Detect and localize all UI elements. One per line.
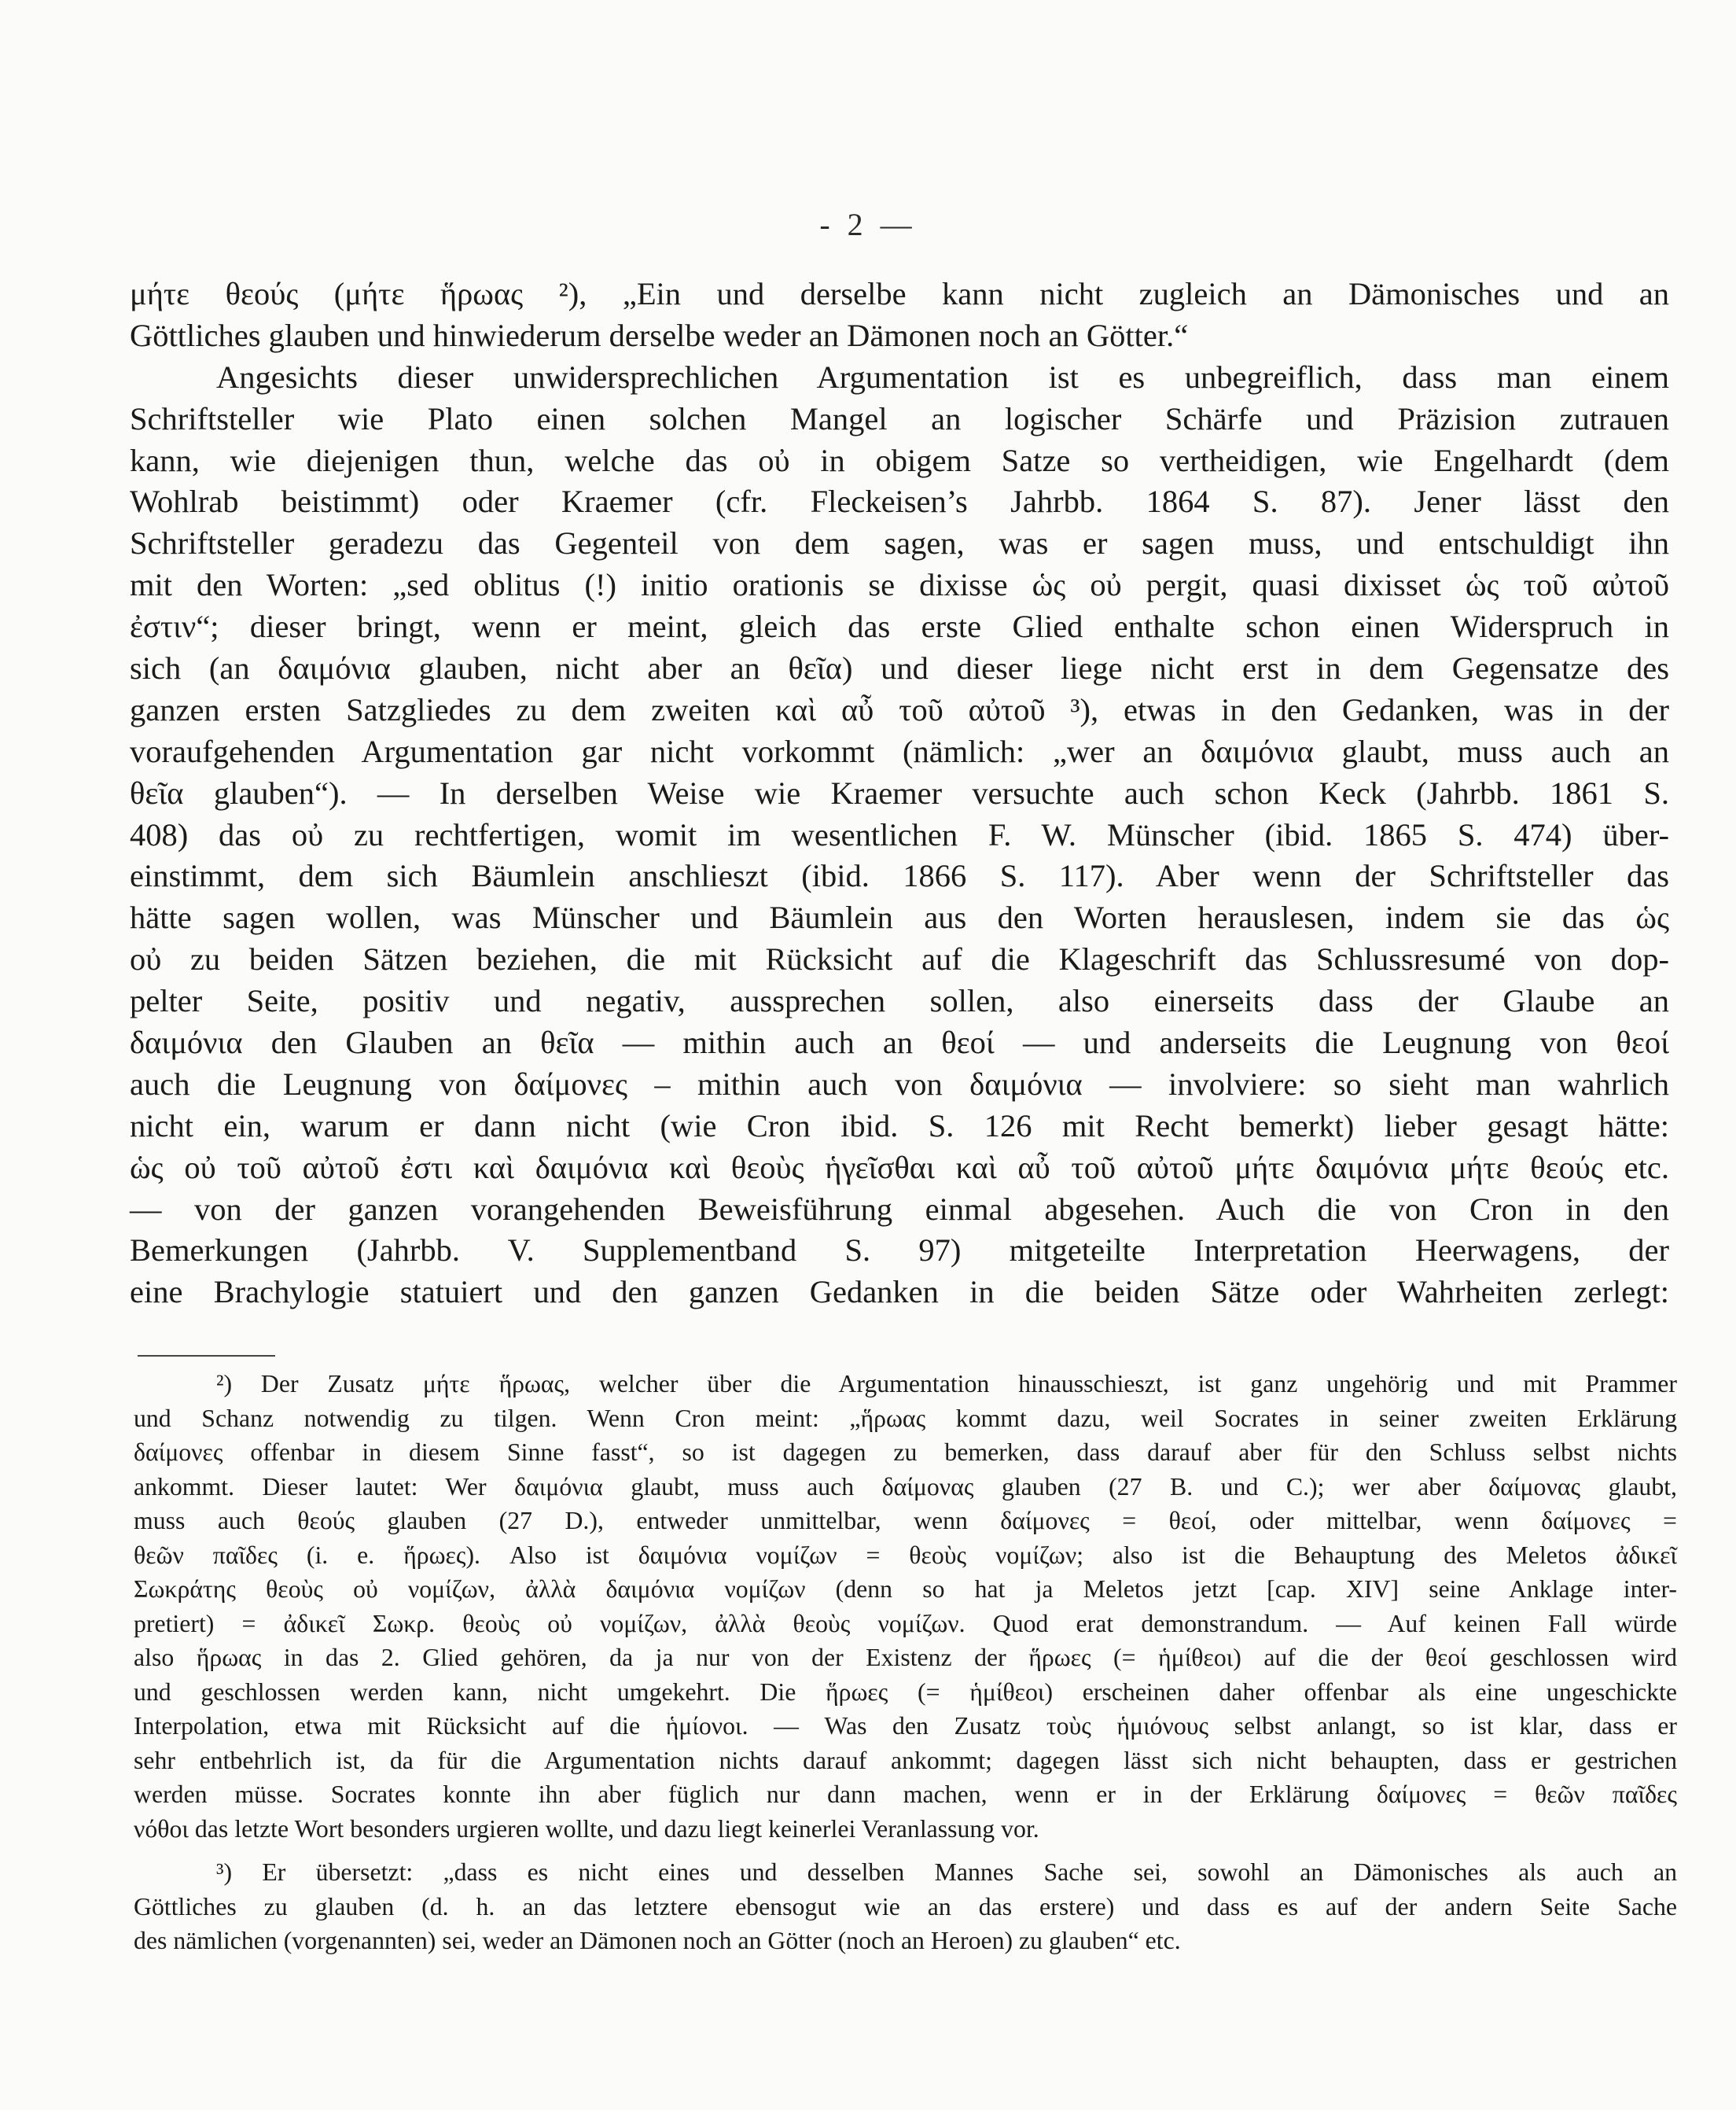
text-line: Schriftsteller wie Plato einen solchen Mangel an logischer Schärfe und Präzision zutrauen — [130, 400, 1669, 436]
text-line: kann, wie diejenigen thun, welche das οὐ in obigem Satze so vertheidigen, wie Engelhardt (dem — [130, 442, 1669, 478]
footnote-line: Göttliches zu glauben (d. h. an das letztere ebensogut wie an das erstere) und dass es auf der andern Seite Sache — [134, 1892, 1677, 1920]
text-line: Bemerkungen (Jahrbb. V. Supplementband S. 97) mitgeteilte Interpretation Heerwagens, der — [130, 1232, 1669, 1269]
footnote-line: δαίμονες offenbar in diesem Sinne fasst“, so ist dagegen zu bemerken, dass darauf aber für den Schluss selbst nichts — [134, 1438, 1677, 1466]
text-line: 408) das οὐ zu rechtfertigen, womit im wesentlichen F. W. Münscher (ibid. 1865 S. 474) über- — [130, 816, 1669, 852]
text-line: voraufgehenden Argumentation gar nicht vorkommt (nämlich: „wer an δαιμόνια glaubt, muss auch an — [130, 733, 1669, 769]
text-line: — von der ganzen vorangehenden Beweisführung einmal abgesehen. Auch die von Cron in den — [130, 1191, 1669, 1227]
footnote-line: sehr entbehrlich ist, da für die Argumentation nichts darauf ankommt; dagegen lässt sich nicht behaupten, dass er gestrichen — [134, 1746, 1677, 1774]
text-line: sich (an δαιμόνια glauben, nicht aber an θεῖα) und dieser liege nicht erst in dem Gegensatze des — [130, 650, 1669, 687]
text-line: μήτε θεούς (μήτε ἥρωας ²), „Ein und derselbe kann nicht zugleich an Dämonisches und an — [130, 276, 1669, 311]
footnote-line: des nämlichen (vorgenannten) sei, weder an Dämonen noch an Götter (noch an Heroen) zu glauben“ etc. — [134, 1927, 1181, 1954]
footnote-line: ³) Er übersetzt: „dass es nicht eines und desselben Mannes Sache sei, sowohl an Dämonisches als auch an — [216, 1858, 1677, 1886]
text-line: auch die Leugnung von δαίμονες – mithin auch von δαιμόνια — involviere: so sieht man wahrlich — [130, 1066, 1669, 1102]
footnote-line: θεῶν παῖδες (i. e. ἥρωες). Also ist δαιμόνια νομίζων = θεοὺς νομίζων; also ist die Behauptung des Meletos ἀδικεῖ — [134, 1541, 1677, 1569]
text-line: nicht ein, warum er dann nicht (wie Cron ibid. S. 126 mit Recht bemerkt) lieber gesagt hätte: — [130, 1107, 1669, 1143]
text-line: ὡς οὐ τοῦ αὐτοῦ ἐστι καὶ δαιμόνια καὶ θεοὺς ἡγεῖσθαι καὶ αὖ τοῦ αὐτοῦ μήτε δαιμόνια μήτε θεούς etc. — [130, 1149, 1669, 1185]
text-line: hätte sagen wollen, was Münscher und Bäumlein aus den Worten herauslesen, indem sie das ὡς — [130, 900, 1669, 936]
footnote-line: Σωκράτης θεοὺς οὐ νομίζων, ἀλλὰ δαιμόνια νομίζων (denn so hat ja Meletos jetzt [cap. XIV] seine Anklage inter- — [134, 1575, 1677, 1603]
footnote-divider — [138, 1355, 275, 1357]
text-line: οὐ zu beiden Sätzen beziehen, die mit Rücksicht auf die Klageschrift das Schlussresumé von dop- — [130, 941, 1669, 978]
text-line: Göttliches glauben und hinwiederum derselbe weder an Dämonen noch an Götter.“ — [130, 317, 1189, 353]
footnote-line: νόθοι das letzte Wort besonders urgieren wollte, und dazu liegt keinerlei Veranlassung vor. — [134, 1814, 1039, 1843]
footnote-line: also ἥρωας in das 2. Glied gehören, da ja nur von der Existenz der ἥρωες (= ἡμίθεοι) auf die der θεοί geschlossen wird — [134, 1644, 1677, 1671]
footnote-line: und geschlossen werden kann, nicht umgekehrt. Die ἥρωες (= ἡμίθεοι) erscheinen daher offenbar als eine ungeschickte — [134, 1677, 1677, 1706]
text-line: ganzen ersten Satzgliedes zu dem zweiten καὶ αὖ τοῦ αὐτοῦ ³), etwas in den Gedanken, was in der — [130, 691, 1669, 727]
footnote-line: Interpolation, etwa mit Rücksicht auf die ἡμίονοι. — Was den Zusatz τοὺς ἡμιόνους selbst anlangt, so ist klar, dass er — [134, 1712, 1677, 1740]
text-line: Schriftsteller geradezu das Gegenteil von dem sagen, was er sagen muss, und entschuldigt ihn — [130, 525, 1669, 562]
text-line: einstimmt, dem sich Bäumlein anschlieszt (ibid. 1866 S. 117). Aber wenn der Schriftsteller das — [130, 858, 1669, 894]
footnote-line: und Schanz notwendig zu tilgen. Wenn Cron meint: „ἥρωας kommt dazu, weil Socrates in seiner zweiten Erklärung — [134, 1404, 1677, 1432]
text-line: δαιμόνια den Glauben an θεῖα — mithin auch an θεοί — und anderseits die Leugnung von θεοί — [130, 1025, 1669, 1061]
page-number: - 2 — — [819, 207, 917, 242]
footnote-line: ankommt. Dieser lautet: Wer δαιμόνια glaubt, muss auch δαίμονας glauben (27 B. und C.); wer aber δαίμονας glaubt, — [134, 1472, 1677, 1501]
text-line: Angesichts dieser unwidersprechlichen Argumentation ist es unbegreiflich, dass man einem — [216, 359, 1669, 395]
footnotes — [134, 1367, 1677, 1958]
footnote-line: ²) Der Zusatz μήτε ἥρωας, welcher über die Argumentation hinausschieszt, ist ganz ungehörig und mit Prammer — [216, 1370, 1677, 1397]
main-text — [130, 274, 1669, 1313]
text-line: θεῖα glauben“). — In derselben Weise wie Kraemer versuchte auch schon Keck (Jahrbb. 1861 S. — [130, 775, 1669, 811]
footnote-line: muss auch θεούς glauben (27 D.), entweder unmittelbar, wenn δαίμονες = θεοί, oder mittelbar, wenn δαίμονες = — [134, 1507, 1677, 1534]
text-line: pelter Seite, positiv und negativ, aussprechen sollen, also einerseits dass der Glaube an — [130, 983, 1669, 1019]
footnote-line: pretiert) = ἀδικεῖ Σωκρ. θεοὺς οὐ νομίζων, ἀλλὰ θεοὺς νομίζων. Quod erat demonstrandum. — Auf keinen Fall würde — [134, 1609, 1677, 1637]
footnote-line: werden müsse. Socrates konnte ihn aber füglich nur dann machen, wenn er in der Erklärung δαίμονες = θεῶν παῖδες — [134, 1780, 1677, 1808]
text-line: eine Brachylogie statuiert und den ganzen Gedanken in die beiden Sätze oder Wahrheiten zerlegt: — [130, 1274, 1669, 1310]
text-line: mit den Worten: „sed oblitus (!) initio orationis se dixisse ὡς οὐ pergit, quasi dixisset ὡς τοῦ αὐτοῦ — [130, 567, 1669, 603]
text-line: Wohlrab beistimmt) oder Kraemer (cfr. Fleckeisen’s Jahrbb. 1864 S. 87). Jener lässt den — [130, 484, 1669, 520]
text-line: ἐστιν“; dieser bringt, wenn er meint, gleich das erste Glied enthalte schon einen Widerspruch in — [130, 609, 1669, 645]
